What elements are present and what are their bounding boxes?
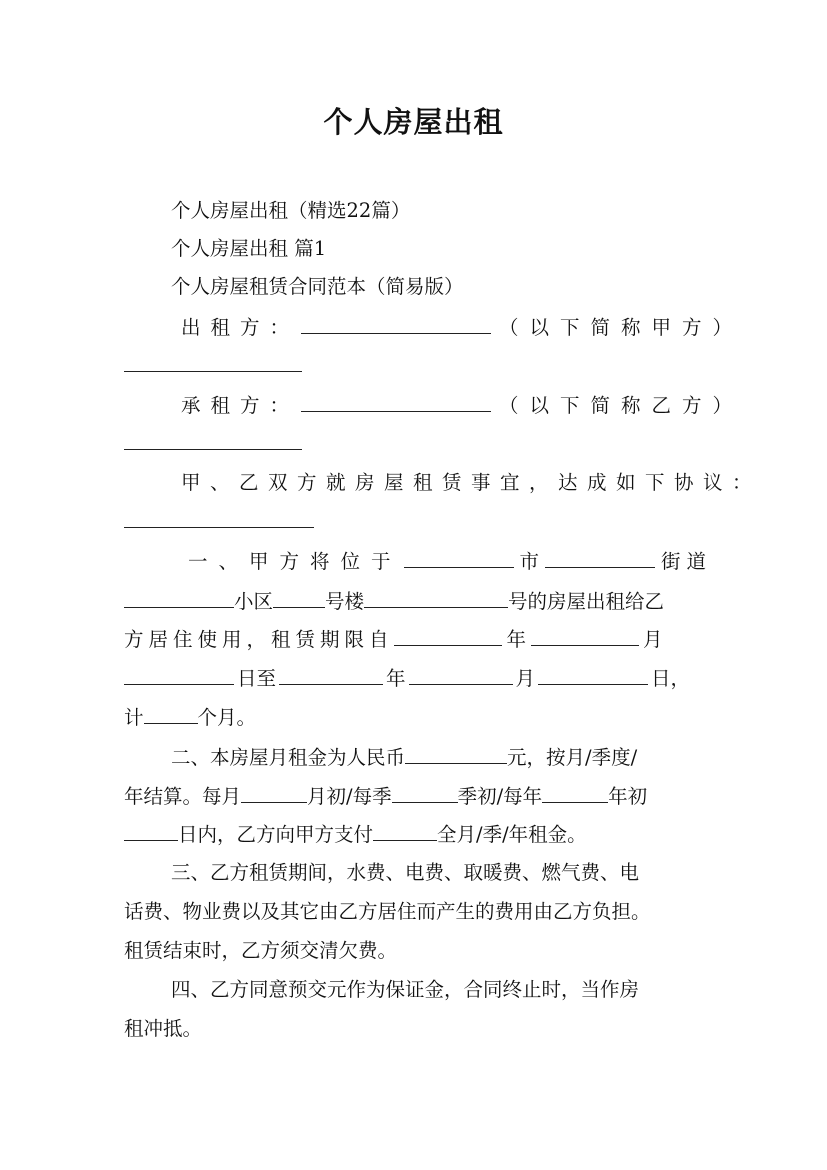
clause-2-g: 日内，乙方向甲方支付 [178,823,374,846]
agreement-line [181,471,761,495]
clause-1-c: 街道 [661,550,713,573]
clause-1-i: 月 [643,628,663,651]
yearly-blank [542,784,608,803]
days-blank [124,822,178,841]
clause-1-k: 年 [386,667,406,690]
end-day-blank [538,666,648,685]
lessor-blank [301,315,491,334]
clause-1-m: 日， [651,667,691,690]
start-year-blank [394,627,502,646]
clause-2-f: 年初 [608,785,648,808]
document-title: 个人房屋出租 [323,105,504,139]
clause-1-g: 方居住使用，租赁期限自 [124,628,394,651]
monthly-blank [241,784,307,803]
clause-2-e: 季初/每年 [457,785,543,808]
lessor-line-2 [124,353,302,378]
payment-blank [373,822,437,841]
clause-3-line-3: 租赁结束时，乙方须交清欠费。 [124,939,398,962]
clause-2-line-1 [171,745,637,770]
clause-1-line-4 [124,666,690,691]
community-blank [124,589,234,608]
subtitle-collection: 个人房屋出租（精选22篇） [171,199,411,222]
lessee-label: 承租方： [181,394,300,417]
end-month-blank [409,666,513,685]
clause-2-a: 二、本房屋月租金为人民币 [171,746,406,769]
clause-2-b: 元，按月/季度/ [507,746,638,769]
agreement-line-2 [124,509,314,534]
clause-4-line-1: 四、乙方同意预交元作为保证金，合同终止时，当作房 [171,978,640,1001]
clause-2-c: 年结算。每月 [124,785,242,808]
clause-1-l: 月 [515,667,536,690]
lessee-line [181,393,743,418]
agreement-text: 甲、乙双方就房屋租赁事宜，达成如下协议： [181,471,762,494]
clause-4-line-2: 租冲抵。 [124,1017,203,1040]
clause-1-h: 年 [506,628,527,651]
clause-3-line-1: 三、乙方租赁期间，水费、电费、取暖费、燃气费、电 [171,861,640,884]
clause-1-j: 日至 [237,667,277,690]
lessee-blank-2 [124,431,302,450]
city-blank [404,549,514,568]
clause-2-h: 全月/季/年租金。 [437,823,587,846]
start-month-blank [531,627,639,646]
clause-2-d: 月初/每季 [307,785,392,808]
clause-3-line-2: 话费、物业费以及其它由乙方居住而产生的费用由乙方负担。 [124,900,651,923]
clause-2-line-3 [124,822,587,847]
street-blank [545,549,655,568]
agreement-blank [124,509,314,528]
subtitle-article: 个人房屋出租 篇1 [171,237,327,260]
lessee-line-2 [124,431,302,456]
lessee-blank [301,393,491,412]
building-blank [273,589,325,608]
lessor-suffix: （以下简称甲方） [499,316,744,339]
clause-1-f: 号的房屋出租给乙 [508,590,665,613]
lessor-blank-2 [124,353,302,372]
contract-heading: 个人房屋租赁合同范本（简易版） [171,275,464,298]
lessee-suffix: （以下简称乙方） [499,394,744,417]
clause-1-a: 一、甲方将位于 [188,550,402,573]
start-day-blank [124,666,234,685]
quarterly-blank [392,784,458,803]
clause-1-line-1 [188,549,712,574]
months-blank [144,705,198,724]
clause-1-line-2 [124,589,664,614]
clause-1-e: 号楼 [325,590,365,613]
lessor-label: 出租方： [181,316,300,339]
clause-1-d: 小区 [234,590,274,613]
clause-1-n: 计 [124,706,144,729]
clause-1-line-5 [124,705,256,730]
lessor-line [181,315,743,340]
unit-blank [364,589,508,608]
clause-1-o: 个月。 [197,706,257,729]
rent-blank [405,745,507,764]
clause-2-line-2 [124,784,647,809]
end-year-blank [279,666,383,685]
clause-1-b: 市 [519,550,540,573]
clause-1-line-3 [124,627,663,652]
